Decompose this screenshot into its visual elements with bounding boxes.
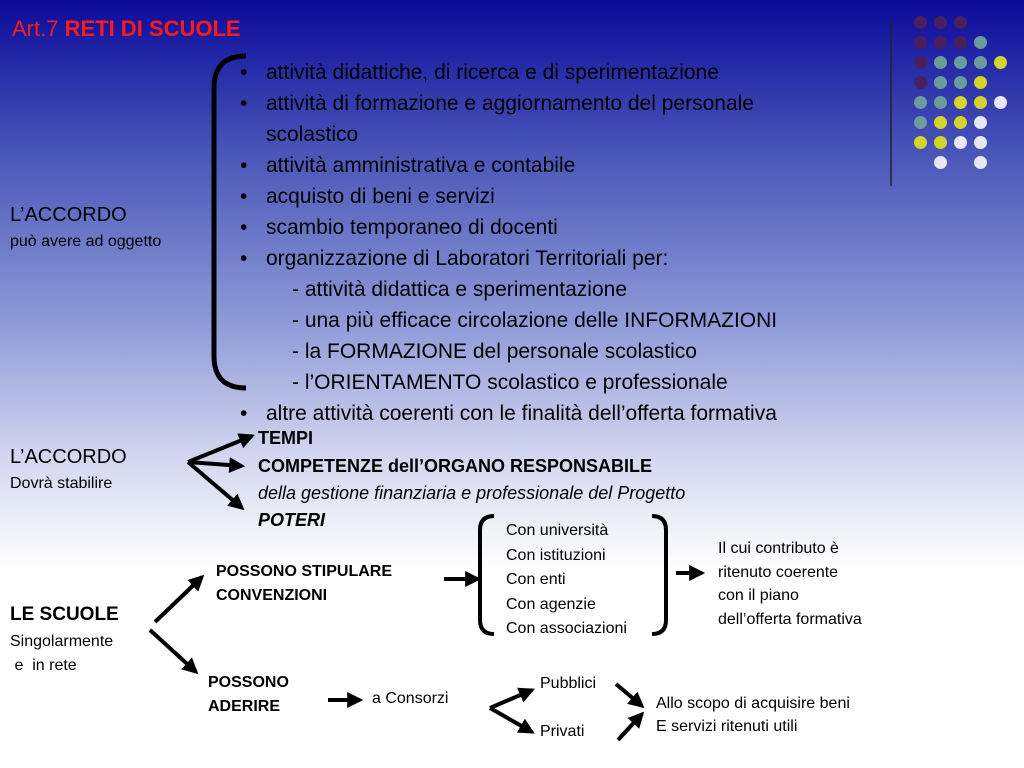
con-bracket-left	[480, 516, 494, 634]
arrow-pubblici-scopo	[616, 684, 642, 706]
list-subitem: - l’ORIENTAMENTO scolastico e professionale	[292, 371, 728, 394]
list-item: • acquisto di beni e servizi	[240, 185, 495, 208]
con-bracket-right	[652, 516, 666, 634]
con-item: Con università	[506, 522, 609, 539]
con-item: Con associazioni	[506, 620, 627, 637]
privati-label: Privati	[540, 723, 585, 740]
accordo1-subtitle: può avere ad oggetto	[10, 233, 162, 250]
aderire-line2: ADERIRE	[208, 698, 281, 715]
accordo2-gestione: della gestione finanziaria e professionale del Progetto	[258, 483, 686, 503]
accordo1-title: L’ACCORDO	[10, 204, 127, 226]
consorzi-label: a Consorzi	[372, 690, 449, 707]
scopo-line: E servizi ritenuti utili	[656, 718, 798, 735]
list-item: scolastico	[266, 123, 359, 146]
scopo-line: Allo scopo di acquisire beni	[656, 695, 850, 712]
accordo2-subtitle: Dovrà stabilire	[10, 475, 113, 492]
stipulare-line2: CONVENZIONI	[216, 587, 328, 604]
arrow-tempi	[188, 436, 252, 462]
contributo-line: con il piano	[718, 587, 799, 604]
list-item: • scambio temporaneo di docenti	[240, 216, 558, 239]
con-item: Con istituzioni	[506, 546, 606, 564]
title-main: RETI DI SCUOLE	[64, 16, 241, 41]
list-item: • organizzazione di Laboratori Territoriali per:	[240, 247, 669, 270]
stipulare-line1: POSSONO STIPULARE	[216, 563, 393, 580]
list-item: • attività di formazione e aggiornamento del personale	[240, 92, 754, 115]
arrow-aderire	[150, 630, 196, 672]
con-item: Con enti	[506, 571, 566, 588]
contributo-line: dell’offerta formativa	[718, 610, 862, 628]
list-subitem: - attività didattica e sperimentazione	[292, 278, 628, 301]
accordo2-poteri: POTERI	[258, 510, 326, 530]
scuole-line2: e in rete	[10, 657, 77, 674]
arrow-stipulare	[155, 577, 202, 622]
accordo2-competenze: COMPETENZE dell’ORGANO RESPONSABILE	[258, 456, 653, 476]
scuole-line1: Singolarmente	[10, 633, 114, 650]
accordo2-tempi: TEMPI	[258, 428, 314, 448]
contributo-line: ritenuto coerente	[718, 563, 839, 581]
scuole-title: LE SCUOLE	[10, 604, 119, 625]
scopo-text	[656, 692, 850, 738]
con-item: Con agenzie	[506, 595, 596, 613]
list-subitem: - la FORMAZIONE del personale scolastico	[292, 340, 697, 363]
arrow-privati	[490, 708, 532, 732]
title-prefix: Art.7	[12, 16, 65, 41]
contributo-line: Il cui contributo è	[718, 540, 839, 557]
list-item: • altre attività coerenti con le finalità dell’offerta formativa	[240, 402, 777, 425]
arrow-poteri	[188, 462, 242, 508]
con-list	[506, 519, 627, 642]
list-item: • attività didattiche, di ricerca e di sperimentazione	[240, 61, 719, 84]
arrow-privati-scopo	[618, 714, 642, 740]
accordo1-list	[240, 57, 777, 429]
arrow-competenze	[188, 462, 242, 466]
pubblici-label: Pubblici	[540, 675, 597, 692]
contributo-text	[718, 537, 862, 631]
accordo2-title: L’ACCORDO	[10, 446, 127, 468]
aderire-line1: POSSONO	[208, 674, 289, 691]
arrow-pubblici	[490, 690, 532, 708]
list-subitem: - una più efficace circolazione delle INFORMAZIONI	[292, 309, 778, 332]
list-item: • attività amministrativa e contabile	[240, 154, 576, 177]
